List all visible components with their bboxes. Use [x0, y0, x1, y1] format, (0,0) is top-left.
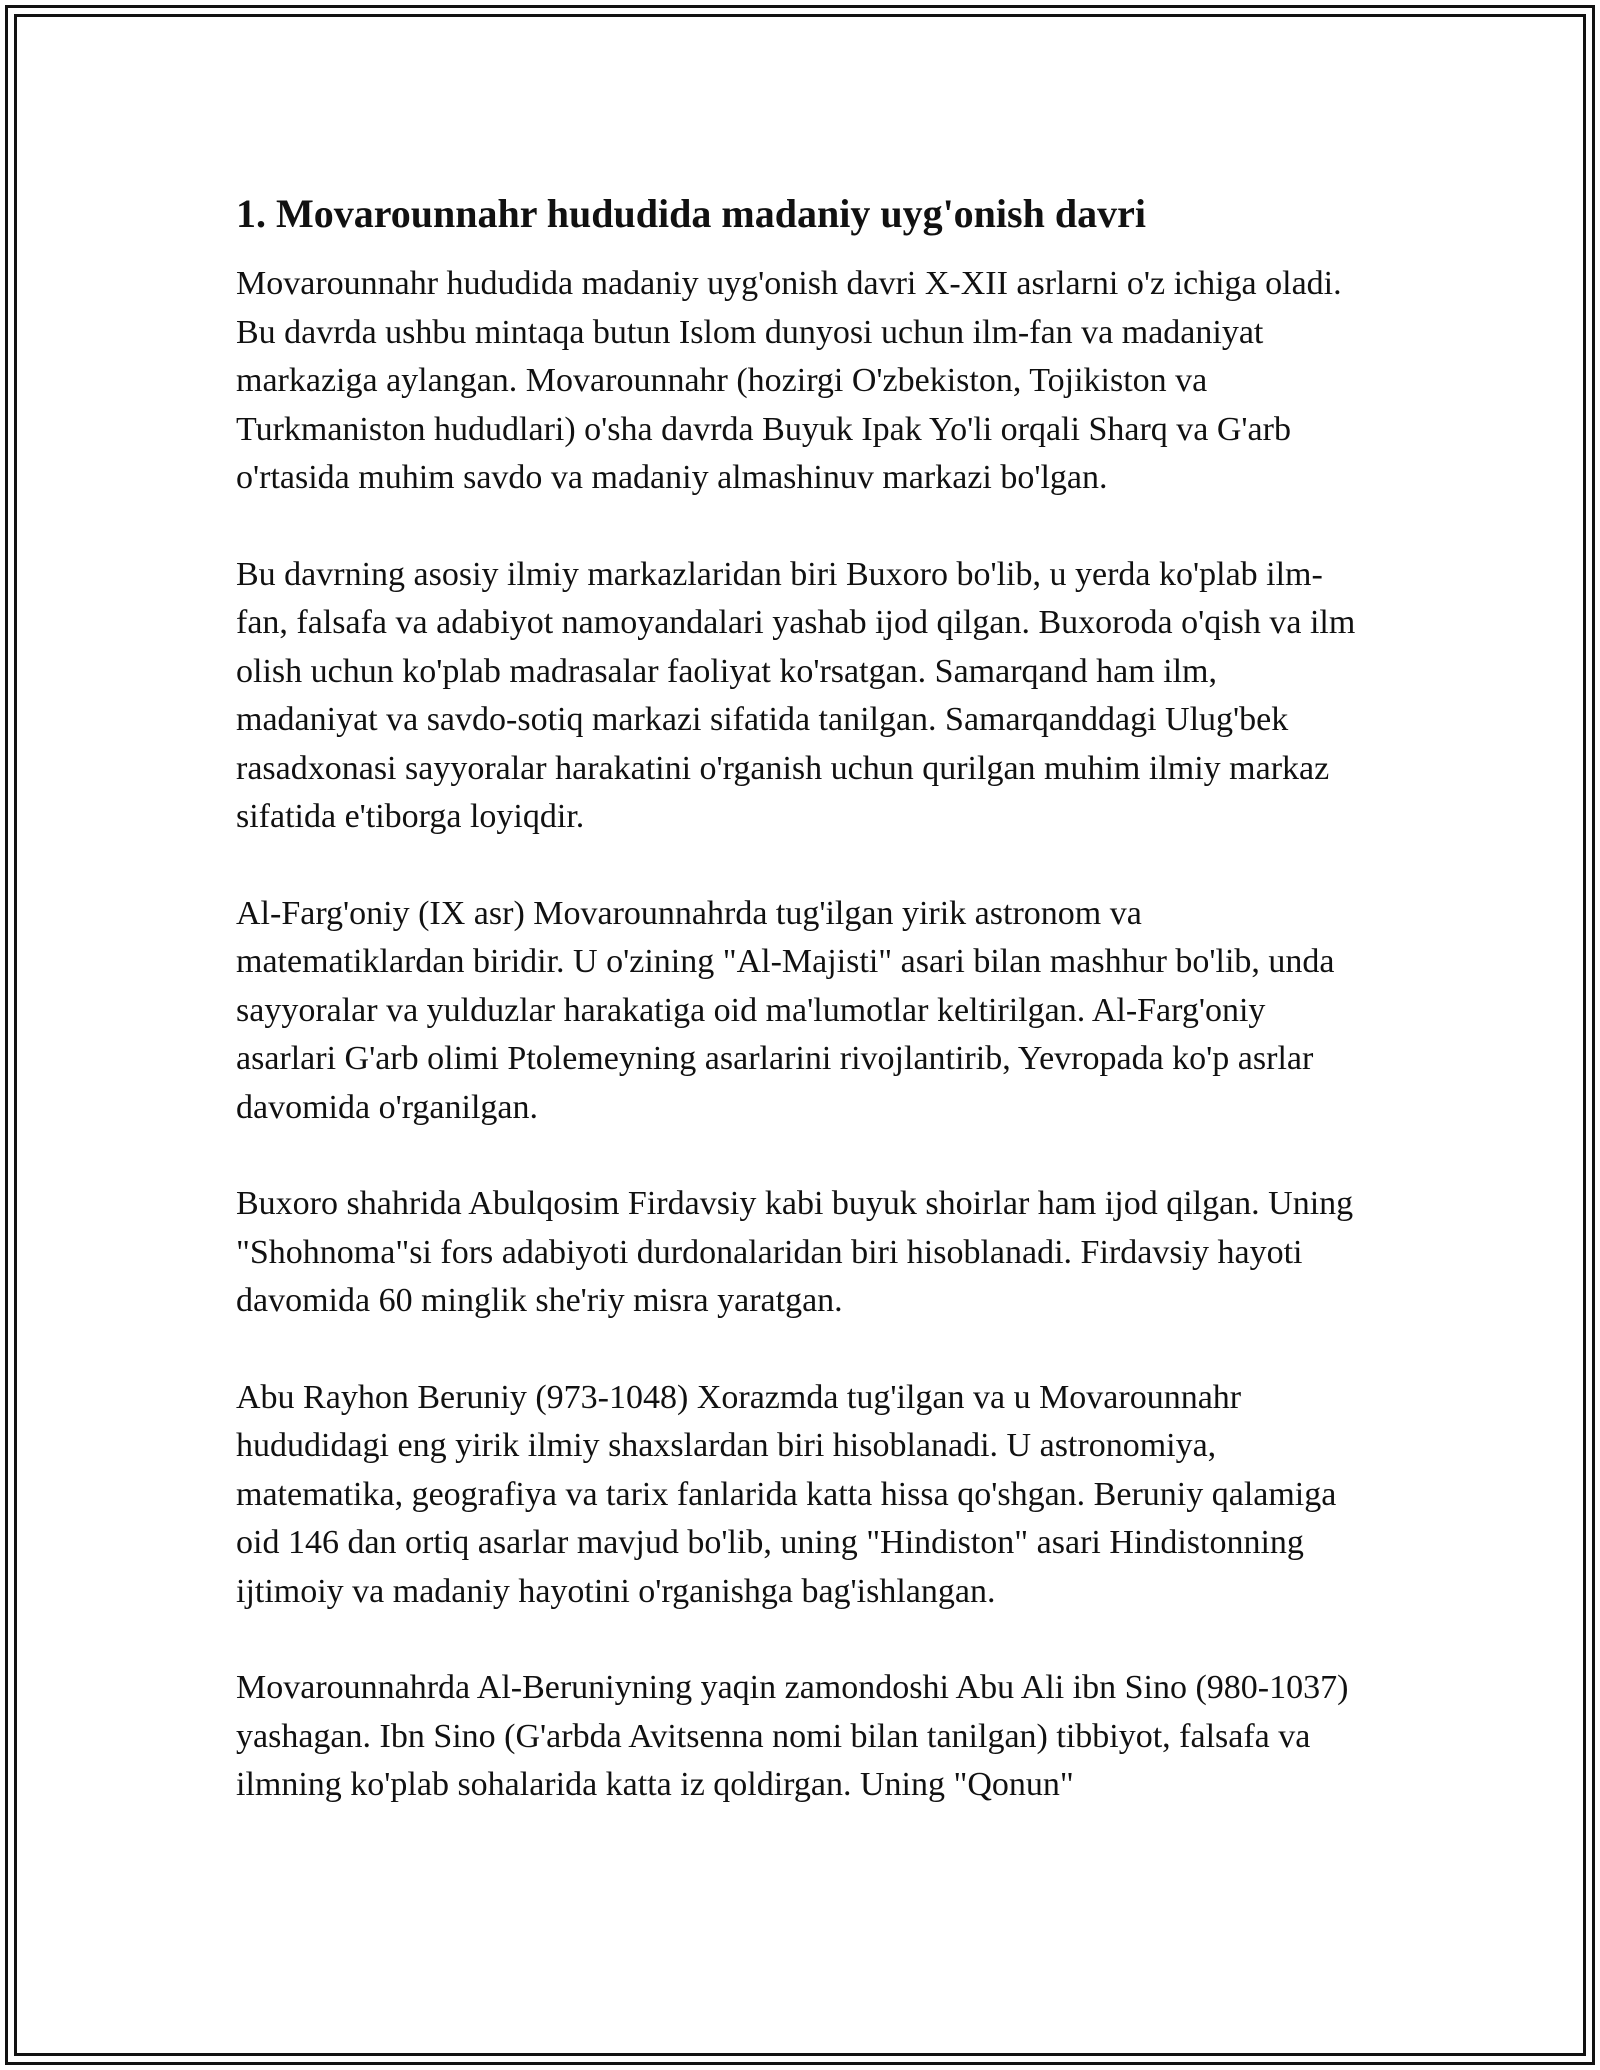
paragraph-intro: Movarounnahr hududida madaniy uyg'onish davri X-XII asrlarni o'z ichiga oladi. Bu davrda ushbu mintaqa butun Islom dunyosi uchun ilm-fan va madaniyat markaziga aylangan. Movarounnahr (hozirgi O'zbekiston, Tojikiston va Turkmaniston hududlari) o'sha davrda Buyuk Ipak Yo'li orqali Sharq va G'arb o'rtasida muhim savdo va madaniy almashinuv markazi bo'lgan. [236, 265, 1342, 496]
paragraph-beruniy: Abu Rayhon Beruniy (973-1048) Xorazmda tug'ilgan va u Movarounnahr hududidagi eng yirik ilmiy shaxslardan biri hisoblanadi. U astronomiya, matematika, geografiya va tarix fanlarida katta hissa qo'shgan. Beruniy qalamiga oid 146 dan ortiq asarlar mavjud bo'lib, uning "Hindiston" asari Hindistonning ijtimoiy va madaniy hayotini o'rganishga bag'ishlangan. [236, 1378, 1337, 1610]
paragraph-al-fargoniy: Al-Farg'oniy (IX asr) Movarounnahrda tug'ilgan yirik astronom va matematiklardan biridir. U o'zining "Al-Majisti" asari bilan mashhur bo'lib, unda sayyoralar va yulduzlar harakatiga oid ma'lumotlar keltirilgan. Al-Farg'oniy asarlari G'arb olimi Ptolemeyning asarlarini rivojlantirib, Yevropada ko'p asrlar davomida o'rganilgan. [236, 894, 1335, 1126]
paragraph-buxoro-samarqand: Bu davrning asosiy ilmiy markazlaridan biri Buxoro bo'lib, u yerda ko'plab ilm-fan, falsafa va adabiyot namoyandalari yashab ijod qilgan. Buxoroda o'qish va ilm olish uchun ko'plab madrasalar faoliyat ko'rsatgan. Samarqand ham ilm, madaniyat va savdo-sotiq markazi sifatida tanilgan. Samarqanddagi Ulug'bek rasadxonasi sayyoralar harakatini o'rganish uchun qurilgan muhim ilmiy markaz sifatida e'tiborga loyiqdir. [236, 555, 1356, 835]
paragraph-firdavsiy: Buxoro shahrida Abulqosim Firdavsiy kabi buyuk shoirlar ham ijod qilgan. Uning "Shohnoma"si fors adabiyoti durdonalaridan biri hisoblanadi. Firdavsiy hayoti davomida 60 minglik she'riy misra yaratgan. [236, 1185, 1354, 1319]
paragraph-ibn-sino: Movarounnahrda Al-Beruniyning yaqin zamondoshi Abu Ali ibn Sino (980-1037) yashagan. Ibn Sino (G'arbda Avitsenna nomi bilan tanilgan) tibbiyot, falsafa va ilmning ko'plab sohalarida katta iz qoldirgan. Uning "Qonun" [236, 1669, 1349, 1803]
section-heading: 1. Movarounnahr hududida madaniy uyg'onish davri [236, 191, 1146, 236]
document-body [236, 188, 1361, 1858]
